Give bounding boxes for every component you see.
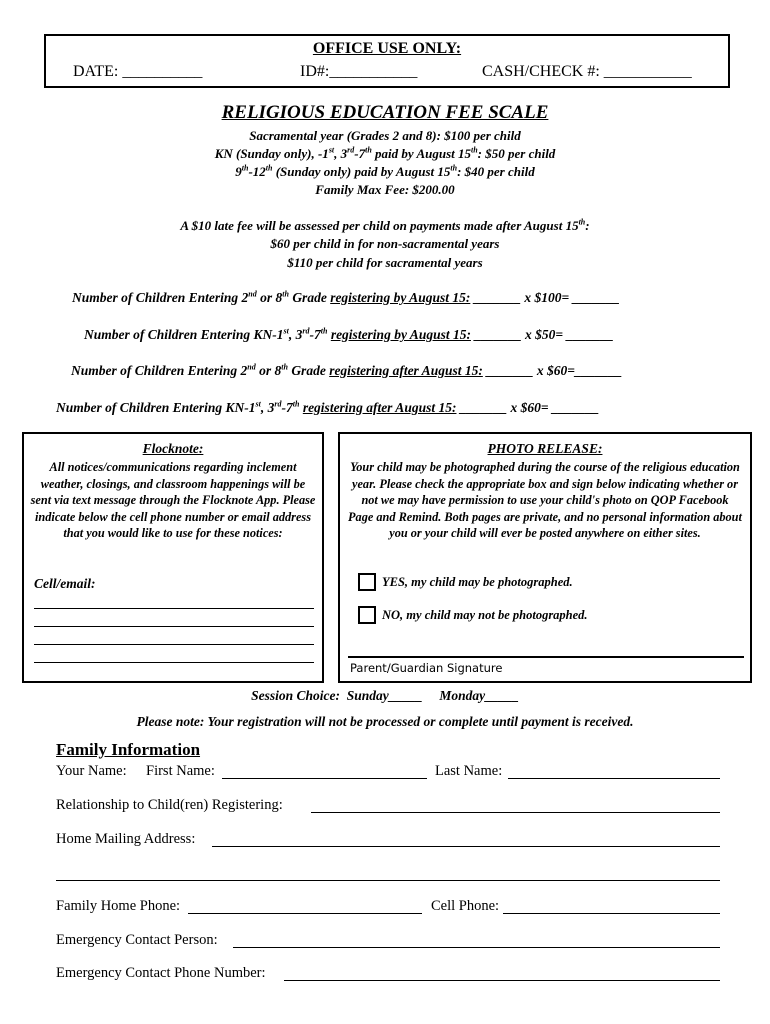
cell-email-line-3[interactable] — [34, 644, 314, 645]
home-phone-field[interactable] — [188, 913, 422, 914]
emergency-phone-label: Emergency Contact Phone Number: — [56, 965, 266, 981]
payment-note: Please note: Your registration will not be processed or complete until payment is received. — [136, 714, 634, 729]
office-use-box — [44, 34, 730, 88]
emergency-person-field[interactable] — [233, 947, 720, 948]
relationship-field[interactable] — [311, 812, 720, 813]
photo-yes-label: YES, my child may be photographed. — [382, 575, 573, 589]
cell-phone-field[interactable] — [503, 913, 720, 914]
your-name-label: Your Name: — [56, 763, 127, 779]
flocknote-box — [22, 432, 324, 683]
family-info-heading: Family Information — [56, 740, 201, 759]
fee-high-school: 9th-12th (Sunday only) paid by August 15th: $40 per child — [235, 163, 535, 179]
late-fee-non-sacramental: $60 per child in for non-sacramental years — [270, 236, 500, 251]
fee-sacramental: Sacramental year (Grades 2 and 8): $100 per child — [249, 128, 521, 143]
address-field-line-2[interactable] — [56, 880, 720, 881]
flocknote-body: All notices/communications regarding inclement weather, closings, and classroom happenings will be sent via text message through the Flocknote App. Please indicate below the cell phone number or email address that you would like to use for these notices: — [30, 460, 316, 540]
photo-release-title: PHOTO RELEASE: — [487, 441, 603, 456]
fee-scale-title: RELIGIOUS EDUCATION FEE SCALE — [221, 102, 549, 123]
fee-family-max: Family Max Fee: $200.00 — [315, 182, 455, 197]
photo-release-box — [338, 432, 752, 683]
photo-yes-checkbox[interactable] — [358, 573, 376, 591]
late-fee-sacramental: $110 per child for sacramental years — [287, 255, 483, 270]
office-use-title: OFFICE USE ONLY: — [312, 40, 462, 57]
flocknote-title: Flocknote: — [142, 441, 204, 456]
last-name-label: Last Name: — [435, 763, 503, 779]
home-phone-label: Family Home Phone: — [56, 898, 181, 914]
count-line-grade-2-8-by[interactable]: Number of Children Entering 2nd or 8th Grade registering by August 15: _______ x $100= _______ — [72, 289, 620, 305]
emergency-phone-field[interactable] — [284, 980, 720, 981]
count-line-kn-after[interactable]: Number of Children Entering KN-1st, 3rd-7th registering after August 15: _______ x $60= _______ — [56, 399, 600, 415]
office-cash-check-field[interactable]: CASH/CHECK #: ___________ — [482, 63, 692, 80]
cell-email-line-4[interactable] — [34, 662, 314, 663]
photo-release-body: Your child may be photographed during the course of the religious education year. Please check the appropriate box and sign below indicating whether or not we may have permission to use your child's photo on QOP Facebook Page and Remind. Both pages are private, and no personal information about you or your child will ever be posted anywhere on either sites. — [348, 460, 742, 540]
cell-email-label: Cell/email: — [34, 576, 96, 591]
office-id-field[interactable]: ID#:___________ — [300, 63, 418, 80]
relationship-label: Relationship to Child(ren) Registering: — [56, 797, 283, 813]
address-label: Home Mailing Address: — [56, 831, 196, 847]
first-name-field[interactable] — [222, 778, 427, 779]
cell-phone-label: Cell Phone: — [431, 898, 500, 914]
count-line-grade-2-8-after[interactable]: Number of Children Entering 2nd or 8th Grade registering after August 15: _______ x $60=_______ — [71, 362, 623, 378]
late-fee-notice: A $10 late fee will be assessed per child on payments made after August 15th: — [180, 217, 590, 233]
emergency-person-label: Emergency Contact Person: — [56, 932, 218, 948]
cell-email-line-1[interactable] — [34, 608, 314, 609]
signature-label: Parent/Guardian Signature — [350, 661, 503, 675]
last-name-field[interactable] — [508, 778, 720, 779]
fee-kn: KN (Sunday only), -1st, 3rd-7th paid by August 15th: $50 per child — [214, 145, 556, 161]
signature-line[interactable] — [348, 656, 744, 658]
office-date-field[interactable]: DATE: __________ — [73, 63, 203, 80]
count-line-kn-by[interactable]: Number of Children Entering KN-1st, 3rd-7th registering by August 15: _______ x $50= _______ — [84, 326, 614, 342]
photo-no-label: NO, my child may not be photographed. — [382, 608, 588, 622]
photo-no-checkbox[interactable] — [358, 606, 376, 624]
session-choice[interactable]: Session Choice: Sunday_____ Monday_____ — [251, 688, 519, 703]
cell-email-line-2[interactable] — [34, 626, 314, 627]
first-name-label: First Name: — [146, 763, 215, 779]
address-field-line-1[interactable] — [212, 846, 720, 847]
